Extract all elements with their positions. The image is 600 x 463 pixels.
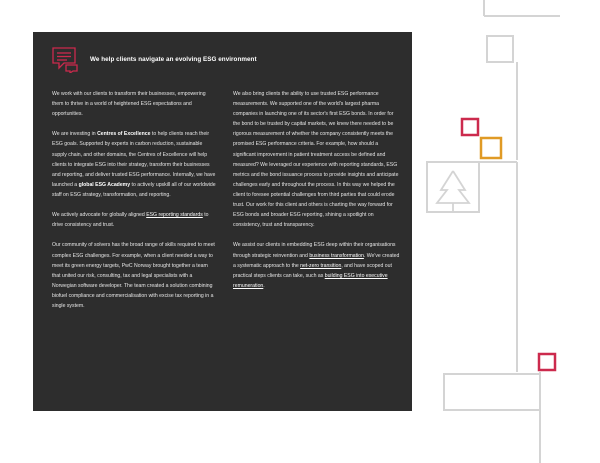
red-accent-square <box>462 119 478 135</box>
bold-text: Centres of Excellence <box>97 131 151 138</box>
text: We actively advocate for globally aligned <box>52 212 147 219</box>
text: . We've created a systematic approach to the <box>233 252 400 269</box>
left-paragraph-3 <box>52 210 216 230</box>
left-paragraph-2 <box>52 129 216 200</box>
left-paragraph-4: Our community of solvers has the broad range of skills required to meet complex ESG challenges. For example, when a client needed a way to meet its green energy targets, PwC Norway brought together a team that united our risk, consulting, tax and legal specialists with a Norwegian software developer. The team created a solution combining biofuel compliance and commercialisation with excise tax reporting in a single system. <box>52 242 215 309</box>
chat-document-icon <box>51 45 79 73</box>
right-paragraph-2 <box>233 240 401 290</box>
panel-title: We help clients navigate an evolving ESG environment <box>90 56 257 63</box>
bold-text: global ESG Academy <box>78 181 131 188</box>
red-accent-square-bottom <box>539 354 555 370</box>
text: . <box>263 282 265 289</box>
executive-remuneration-link[interactable]: building ESG into executive remuneration <box>233 272 388 289</box>
text: to actively upskill all of our worldwide staff on ESG strategy, transformation, and reporting. <box>52 181 216 198</box>
left-column <box>52 89 216 321</box>
orange-accent-square <box>481 138 501 158</box>
left-paragraph-1: We work with our clients to transform their businesses, empowering them to thrive in a world of heightened ESG expectations and opportunities. <box>52 91 206 118</box>
esg-reporting-standards-link[interactable]: ESG reporting standards <box>146 212 203 219</box>
esg-panel <box>33 32 412 411</box>
text: to drive consistency and trust. <box>52 212 209 229</box>
right-paragraph-1: We also bring clients the ability to use trusted ESG performance measurements. We supported one of the world's largest pharma companies in launching one of its sector's first ESG bonds. In order for the bond to be trusted by capital markets, we knew there needed to be rigorous measurement of whether the company consistently meets the promised ESG performance criteria. For example, how should a significant improvement in patient treatment access be defined and measured? We leveraged our experience with reporting standards, ESG metrics and the bond issuance process to provide insights and anticipate challenges early and throughout the process. In this way we helped the client to foresee potential challenges from third parties that could erode trust. Our work for this client and others is charting the way forward for ESG bonds and broader ESG reporting, shining a spotlight on consistency, trust and transparency. <box>233 91 399 229</box>
right-column <box>233 89 401 301</box>
text: to help clients reach their ESG goals. Supported by experts in carbon reduction, sustainable supply chain, and other domains, the Centres of Excellence will help clients to integrate ESG into their strategy, transform their businesses and reporting, and deliver trusted ESG performance. Internally, we have launched a <box>52 131 216 188</box>
text: , and have scoped out practical steps clients can take, such as <box>233 262 392 279</box>
tree-icon <box>437 171 469 211</box>
business-transformation-link[interactable]: business transformation <box>309 252 364 259</box>
text: We are investing in <box>52 131 98 138</box>
text: We assist our clients in embedding ESG deep within their organisations through strategic reinvention and <box>233 242 396 259</box>
net-zero-transition-link[interactable]: net-zero transition <box>300 262 342 269</box>
